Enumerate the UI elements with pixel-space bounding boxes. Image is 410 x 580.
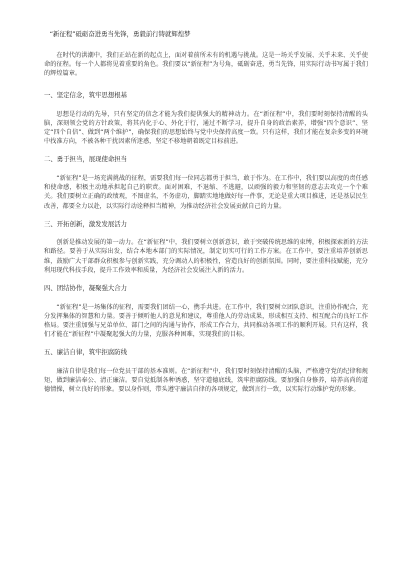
section-body-5: 廉洁自律是我们每一位党员干部的基本准则。在“新征程”中，我们要时刻保持清醒的头脑，严格遵守党的纪律和规矩，做到廉洁奉公、清正廉洁。要自觉抵制各种诱惑，坚守道德底线，筑牢拒腐防线。要加强自身修养，培养高尚的道德情操，树立良好的形象。要以身作则，带头遵守廉洁自律的各项规定，做到言行一致，以实际行动维护党的形象。 bbox=[44, 367, 368, 394]
spacer bbox=[44, 101, 368, 110]
section-body-2: “新征程”是一场充满挑战的征程，需要我们每一位同志都勇于担当，敢于作为。在工作中，我们要以高度的责任感和使命感，积极主动地承担起自己的职责。面对困难，不退缩、不逃避，以顽强的毅力和坚韧的意志去攻克一个个难关。我们要树立正确的政绩观，不图虚名，不务虚功，脚踏实地地做好每一件事，无论是重大项目推进，还是基层民生改善，都要全力以赴，以实际行动诠释担当精神，为推动经济社会发展贡献自己的力量。 bbox=[44, 174, 368, 210]
section-heading-3: 三、开拓创新，激发发展活力 bbox=[44, 219, 128, 228]
document-title: “新征程”砥砺奋进勇当先锋，勇毅前行铸就辉煌梦 bbox=[49, 30, 191, 38]
section-heading-1: 一、坚定信念，筑牢思想根基 bbox=[44, 91, 128, 100]
spacer bbox=[44, 229, 368, 238]
spacer bbox=[44, 339, 368, 348]
section-body-4: “新征程”是一场集体的征程，需要我们团结一心，携手共进。在工作中，我们要树立团队意识，注重协作配合，充分发挥集体的智慧和力量。要善于倾听他人的意见和建议，尊重他人的劳动成果，形成相互支持、相互配合的良好工作格局。要注重加强与兄弟单位、部门之间的沟通与协作，形成工作合力，共同推动各项工作的顺利开展。只有这样，我们才能在“新征程”中凝聚起强大的力量，克服各种困难，实现我们的目标。 bbox=[44, 303, 368, 339]
spacer bbox=[44, 211, 368, 220]
section-body-3: 创新是推动发展的第一动力。在“新征程”中，我们要树立创新意识，敢于突破传统思维的束缚，积极探索新的方法和路径。要善于从实际出发，结合本地本部门的实际情况，制定切实可行的工作方案。在工作中，要注重培养创新思维，鼓励广大干部群众积极参与创新实践，充分调动人的积极性，营造良好的创新氛围。同时，要注重科技赋能，充分利用现代科技手段，提升工作效率和质量，为经济社会发展注入新的活力。 bbox=[44, 239, 368, 274]
spacer bbox=[44, 358, 368, 367]
spacer bbox=[44, 165, 368, 174]
spacer bbox=[44, 78, 368, 91]
intro-paragraph: 在时代的洪潮中，我们正站在新的起点上，面对着前所未有的机遇与挑战。这是一场关乎发展、关乎未来、关乎使命的征程。每一个人都将见着重要的角色。我们要以“新征程”为号角，砥砺奋进，勇当先锋，用实际行动书写属于我们的辉煌篇章。 bbox=[44, 51, 368, 77]
section-heading-2: 二、勇于担当，展现使命担当 bbox=[44, 155, 128, 164]
section-heading-5: 五、廉洁自律，筑牢拒腐防线 bbox=[44, 348, 128, 357]
section-heading-4: 四、团结协作，凝聚强大合力 bbox=[44, 284, 128, 293]
spacer bbox=[44, 294, 368, 303]
spacer bbox=[44, 275, 368, 284]
section-body-1: 思想是行动的先导，只有坚定的信念才能为我们提供强大的精神动力。在“新征程”中，我们要时刻保持清醒的头脑，深刻领会党的方针政策，将其内化于心、外化于行，通过不断学习，提升自身的政治素养，增强“四个意识”、坚定“四个自信”、做到“两个维护”，确保我们的思想始终与党中央保持高度一致。只有这样，我们才能在复杂多变的环境中找准方向，不被各种干扰因素所迷惑，坚定不移地朝着既定目标前进。 bbox=[44, 110, 368, 146]
